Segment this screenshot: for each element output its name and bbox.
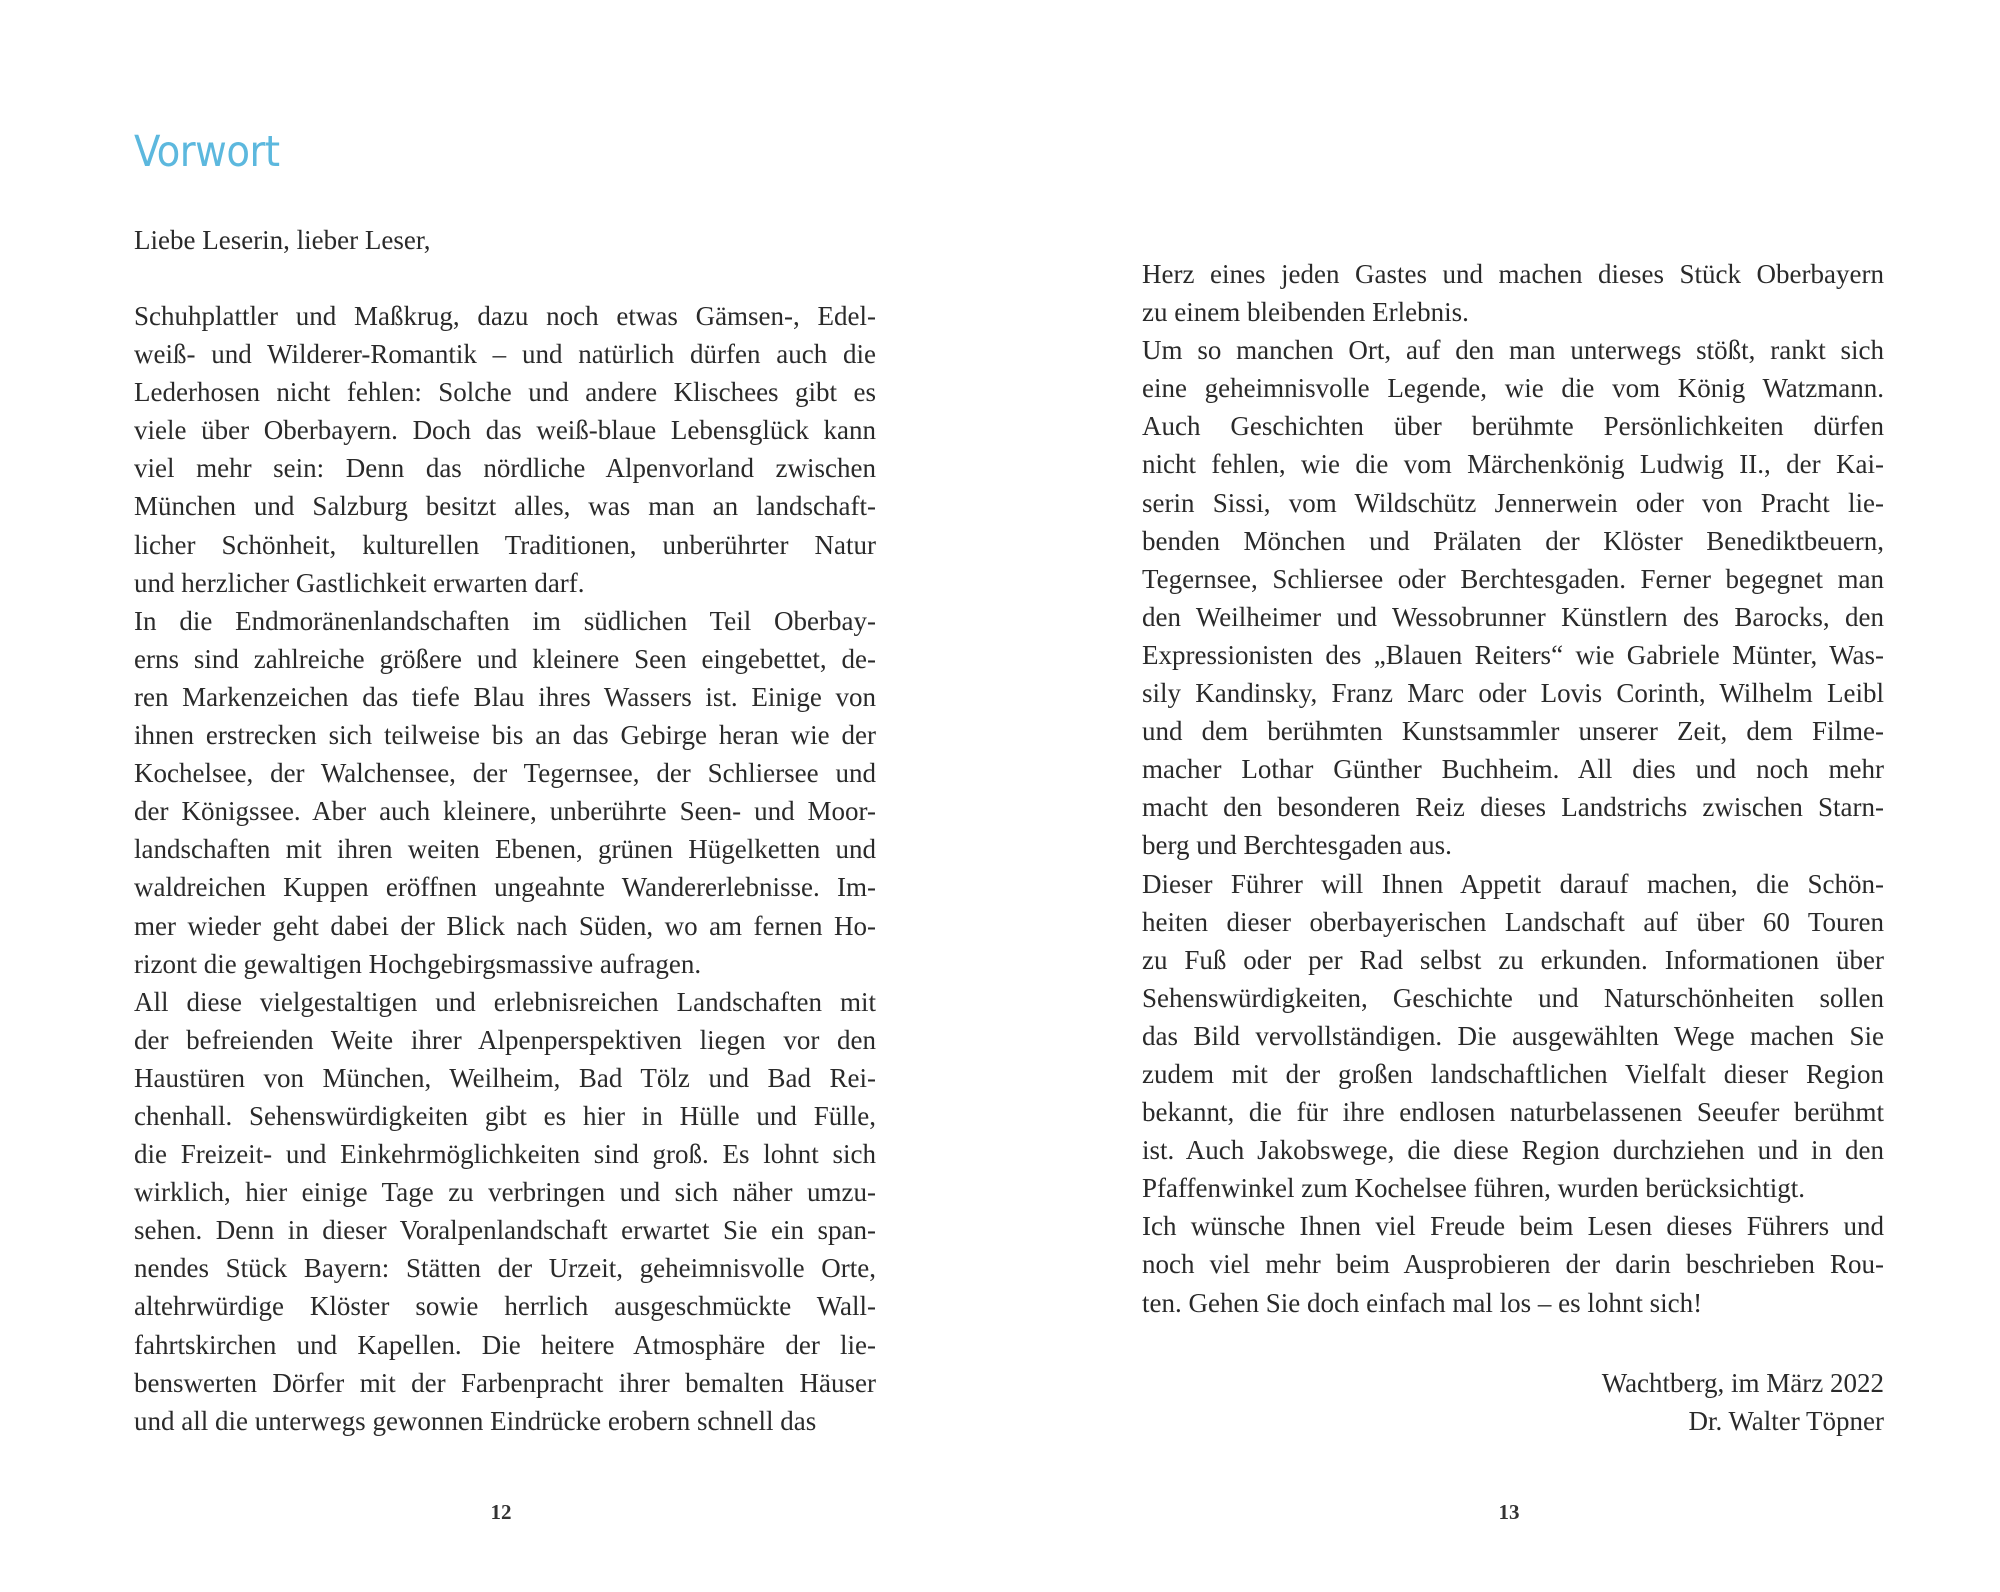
text-line: das Bild vervollständigen. Die ausgewählten Wege machen Sie (1142, 1020, 1884, 1051)
text-line: Herz eines jeden Gastes und machen dieses Stück Oberbayern (1142, 259, 1884, 289)
text-line: die Freizeit- und Einkehrmöglichkeiten sind groß. Es lohnt sich (134, 1139, 876, 1170)
text-line: viel mehr sein: Denn das nördliche Alpenvorland zwischen (134, 453, 876, 484)
text-line: fahrtskirchen und Kapellen. Die heitere Atmosphäre der lie- (134, 1329, 876, 1360)
text-line: Auch Geschichten über berühmte Persönlichkeiten dürfen (1142, 411, 1884, 442)
text-line: All diese vielgestaltigen und erlebnisreichen Landschaften mit (134, 986, 876, 1017)
text-line: und all die unterwegs gewonnen Eindrücke erobern schnell das (134, 1405, 817, 1436)
text-line: In die Endmoränenlandschaften im südlichen Teil Oberbay- (134, 605, 876, 636)
text-line: heiten dieser oberbayerischen Landschaft auf über 60 Touren (1142, 906, 1884, 937)
text-line: Expressionisten des „Blauen Reiters“ wie Gabriele Münter, Was- (1142, 639, 1884, 670)
text-line: und herzlicher Gastlichkeit erwarten darf. (134, 567, 585, 598)
text-line: der Königssee. Aber auch kleinere, unberührte Seen- und Moor- (134, 796, 876, 827)
text-line: macht den besonderen Reiz dieses Landstrichs zwischen Starn- (1142, 792, 1884, 823)
signoff-author: Dr. Walter Töpner (1688, 1406, 1884, 1436)
text-line: zu einem bleibenden Erlebnis. (1142, 297, 1469, 328)
text-line: Schuhplattler und Maßkrug, dazu noch etwas Gämsen-, Edel- (134, 301, 876, 331)
text-line: sily Kandinsky, Franz Marc oder Lovis Corinth, Wilhelm Leibl (1142, 678, 1884, 709)
text-line: noch viel mehr beim Ausprobieren der darin beschrieben Rou- (1142, 1249, 1884, 1280)
text-line: chenhall. Sehenswürdigkeiten gibt es hier in Hülle und Fülle, (134, 1100, 876, 1131)
text-line: ihnen erstrecken sich teilweise bis an das Gebirge heran wie der (134, 720, 876, 751)
text-line: ist. Auch Jakobswege, die diese Region durchziehen und in den (1142, 1135, 1884, 1166)
text-line: Pfaffenwinkel zum Kochelsee führen, wurden berücksichtigt. (1142, 1173, 1806, 1204)
text-line: Ich wünsche Ihnen viel Freude beim Lesen dieses Führers und (1142, 1211, 1884, 1242)
text-line: den Weilheimer und Wessobrunner Künstlern des Barocks, den (1142, 601, 1884, 632)
text-line: serin Sissi, vom Wildschütz Jennerwein oder von Pracht lie- (1142, 487, 1884, 518)
signoff-place-date: Wachtberg, im März 2022 (1601, 1368, 1884, 1398)
text-line: sehen. Denn in dieser Voralpenlandschaft erwartet Sie ein span- (134, 1215, 876, 1246)
text-line: erns sind zahlreiche größere und kleinere Seen eingebettet, de- (134, 643, 876, 674)
text-line: zudem mit der großen landschaftlichen Vielfalt dieser Region (1142, 1058, 1884, 1089)
text-line: ten. Gehen Sie doch einfach mal los – es lohnt sich! (1142, 1287, 1703, 1318)
left-body-text (134, 297, 876, 1440)
text-line: licher Schönheit, kulturellen Traditionen, unberührter Natur (134, 529, 876, 560)
text-line: rizont die gewaltigen Hochgebirgsmassive aufragen. (134, 948, 702, 979)
salutation: Liebe Leserin, lieber Leser, (134, 225, 431, 255)
page-number-left: 12 (490, 1500, 512, 1524)
text-line: nicht fehlen, wie die vom Märchenkönig Ludwig II., der Kai- (1142, 449, 1884, 480)
text-line: ren Markenzeichen das tiefe Blau ihres Wassers ist. Einige von (134, 681, 876, 712)
text-line: nendes Stück Bayern: Stätten der Urzeit, geheimnisvolle Orte, (134, 1253, 876, 1284)
signoff (1142, 1364, 1884, 1440)
text-line: benswerten Dörfer mit der Farbenpracht ihrer bemalten Häuser (134, 1367, 876, 1398)
text-line: München und Salzburg besitzt alles, was man an landschaft- (134, 491, 876, 522)
text-line: Kochelsee, der Walchensee, der Tegernsee, der Schliersee und (134, 758, 876, 789)
text-line: Lederhosen nicht fehlen: Solche und andere Klischees gibt es (134, 377, 876, 408)
page-number-right: 13 (1498, 1500, 1520, 1524)
text-line: berg und Berchtesgaden aus. (1142, 830, 1452, 861)
text-line: zu Fuß oder per Rad selbst zu erkunden. Informationen über (1142, 944, 1884, 975)
text-line: altehrwürdige Klöster sowie herrlich ausgeschmückte Wall- (134, 1291, 876, 1322)
text-line: benden Mönchen und Prälaten der Klöster Benediktbeuern, (1142, 525, 1884, 556)
text-line: bekannt, die für ihre endlosen naturbelassenen Seeufer berühmt (1142, 1097, 1884, 1128)
text-line: Tegernsee, Schliersee oder Berchtesgaden. Ferner begegnet man (1142, 563, 1884, 594)
text-line: macher Lothar Günther Buchheim. All dies und noch mehr (1142, 754, 1884, 785)
text-line: Um so manchen Ort, auf den man unterwegs stößt, rankt sich (1142, 335, 1884, 366)
text-line: eine geheimnisvolle Legende, wie die vom König Watzmann. (1142, 373, 1884, 404)
right-body-text (1142, 255, 1884, 1322)
text-line: der befreienden Weite ihrer Alpenperspektiven liegen vor den (134, 1024, 876, 1055)
right-page (1000, 0, 2000, 1592)
text-line: wirklich, hier einige Tage zu verbringen und sich näher umzu- (134, 1177, 876, 1208)
page-heading: Vorwort (134, 127, 280, 177)
text-line: mer wieder geht dabei der Blick nach Süden, wo am fernen Ho- (134, 910, 876, 941)
text-line: landschaften mit ihren weiten Ebenen, grünen Hügelketten und (134, 834, 876, 865)
text-line: weiß- und Wilderer-Romantik – und natürlich dürfen auch die (134, 339, 876, 370)
text-line: Sehenswürdigkeiten, Geschichte und Naturschönheiten sollen (1142, 982, 1884, 1013)
text-line: viele über Oberbayern. Doch das weiß-blaue Lebensglück kann (134, 415, 876, 446)
text-line: und dem berühmten Kunstsammler unserer Zeit, dem Filme- (1142, 716, 1884, 747)
text-line: Haustüren von München, Weilheim, Bad Tölz und Bad Rei- (134, 1062, 876, 1093)
text-line: waldreichen Kuppen eröffnen ungeahnte Wandererlebnisse. Im- (134, 872, 876, 903)
text-line: Dieser Führer will Ihnen Appetit darauf machen, die Schön- (1142, 868, 1884, 899)
